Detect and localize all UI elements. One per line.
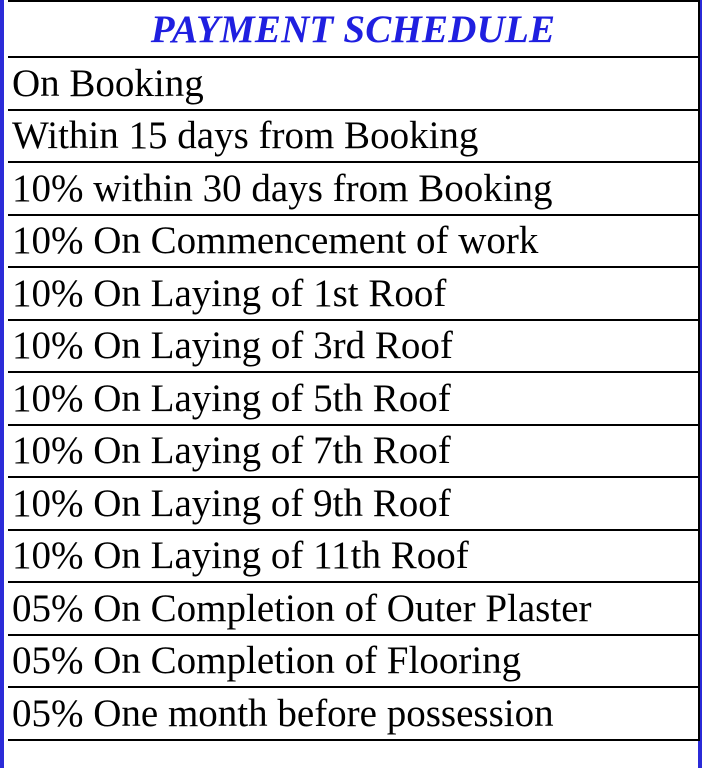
table-row — [8, 477, 699, 530]
schedule-item: 10% On Laying of 9th Roof — [8, 477, 699, 530]
table-row — [8, 162, 699, 215]
schedule-item: 10% On Laying of 7th Roof — [8, 425, 699, 478]
schedule-item: 10% On Laying of 1st Roof — [8, 267, 699, 320]
header-row — [8, 1, 699, 57]
table-row — [8, 110, 699, 163]
table-row — [8, 57, 699, 110]
schedule-item: 10% within 30 days from Booking — [8, 162, 699, 215]
table-row — [8, 582, 699, 635]
schedule-item: 10% On Commencement of work — [8, 215, 699, 268]
schedule-item: On Booking — [8, 57, 699, 110]
schedule-title: PAYMENT SCHEDULE — [8, 1, 699, 57]
schedule-item: Within 15 days from Booking — [8, 110, 699, 163]
schedule-item: 10% On Laying of 11th Roof — [8, 530, 699, 583]
table-row — [8, 687, 699, 740]
schedule-item: 10% On Laying of 3rd Roof — [8, 320, 699, 373]
table-row — [8, 215, 699, 268]
payment-schedule-table — [8, 0, 700, 741]
schedule-item: 10% On Laying of 5th Roof — [8, 372, 699, 425]
schedule-item: 05% One month before possession — [8, 687, 699, 740]
table-row — [8, 635, 699, 688]
table-row — [8, 372, 699, 425]
table-row — [8, 267, 699, 320]
table-row — [8, 320, 699, 373]
schedule-item: 05% On Completion of Flooring — [8, 635, 699, 688]
schedule-item: 05% On Completion of Outer Plaster — [8, 582, 699, 635]
table-row — [8, 530, 699, 583]
table-row — [8, 425, 699, 478]
